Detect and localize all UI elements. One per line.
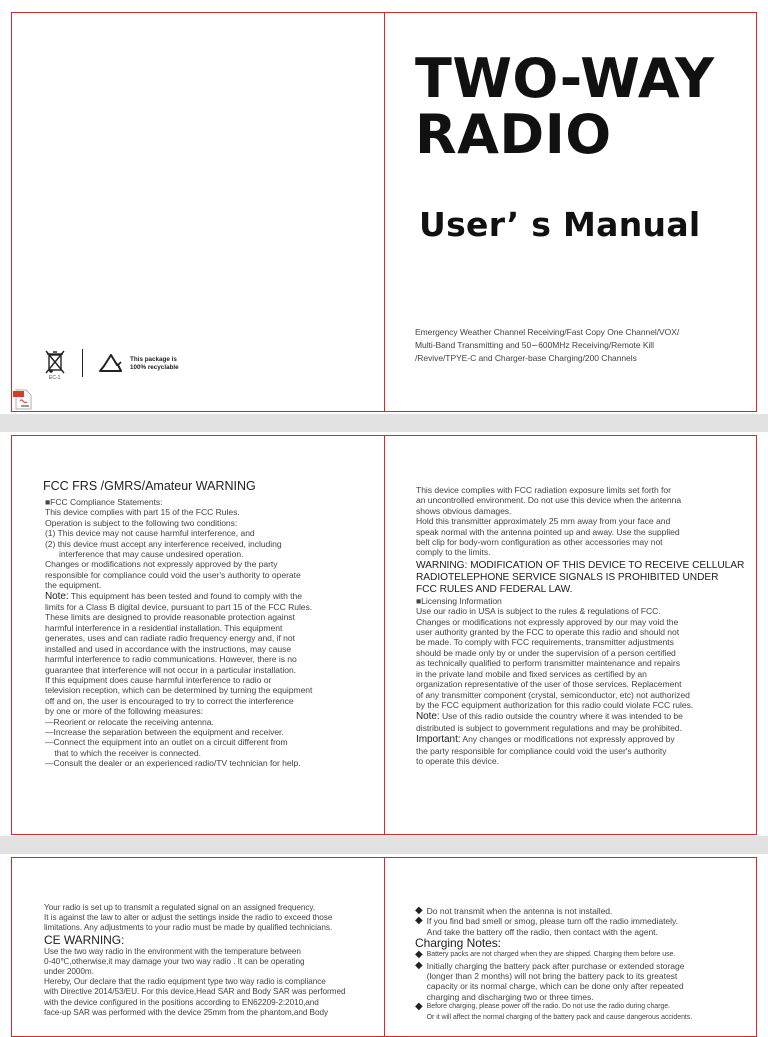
radiation-body-text: This device complies with FCC radiation exposure limits set forth for an uncontrolled environment. Do not use this device when the antenna shows obvious damages. Hold this transmitter approximately 25 mm away from your face and speak normal with the antenna pointed up and away. Use the supplied belt clip for body-worn configuration as other accessories may not comply to the limits. WARNING: MODIFICATION OF THIS DEVICE TO RECEIVE CELLULAR RADIOTELEPHONE SERVICE SIGNALS IS PROHIBITED UNDER FCC RULES AND FEDERAL LAW. ■Licensing Information Use our radio in USA is subject to the rules & regulations of FCC. Changes or modifications not expressly approved by our may void the user authority granted by the FCC to operate this radio and should not be made. To comply with FCC requirements, transmitter adjustments should be made only by or under the supervision of a person certified as technically qualified to perform transmitter maintenance and repairs in the private land mobile and fixed services as certified by an organization representative of the user of those services. Replacement of any transmitter component (crystal, semiconductor, etc) not authorized by the FCC equipment authorization for this radio could violate FCC rules. Note: Use of this radio outside the country where it was intended to be distributed is subject to government regulations and may be prohibited. Important: Any changes or modifications not expressly approved by the party responsible for compliance could void the user's authority to operate this device. [416, 485, 751, 766]
ce-warning-page [11, 857, 385, 1037]
list-item: ◆ If you find bad smell or smog, please turn off the radio immediately. And take the battery off the radio, then contact with the agent. [415, 915, 678, 937]
ce-heading: CE WARNING: [44, 932, 125, 947]
back-cover-page [11, 12, 385, 412]
fcc-body-text: ■FCC Compliance Statements: This device complies with part 15 of the FCC Rules. Operation is subject to the following two conditions: (1) This device may not cause harmful interference, and (2) this device must accept any interference received, including interference that may cause undesired operation. Changes or modifications not expressly approved by the party responsible for compliance could void the user's authority to operate the equipment. Note: This equipment has been tested and found to comply with the limits for a Class B digital device, pursuant to part 15 of the FCC Rules. These limits are designed to provide reasonable protection against harmful interference in a residential installation. This equipment generates, uses and can radiate radio frequency energy and, if not installed and used in accordance with the instructions, may cause harmful interference to radio communications. However, there is no guarantee that interference will not occur in a particular installation. If this equipment does cause harmful interference to radio or television reception, which can be determined by turning the equipment off and on, the user is encouraged to try to correct the interference by one or more of the following measures: —Reorient or relocate the receiving antenna. —Increase the separation between the equipment and receiver. —Connect the equipment into an outlet on a circuit different from that to which the receiver is connected. —Consult the dealer or an experienced radio/TV technician for help. [45, 497, 313, 769]
cover-subtitle: User’ s Manual [419, 205, 701, 244]
charging-heading: Charging Notes: [415, 936, 501, 951]
diamond-bullet-icon: ◆ [415, 915, 423, 927]
diamond-bullet-icon: ◆ [415, 1001, 423, 1013]
note-label: Note: [416, 711, 440, 723]
list-item: ◆ Do not transmit when the antenna is not installed. [415, 905, 613, 916]
cover-title: TWO-WAY RADIO [415, 47, 715, 166]
front-cover-page [384, 12, 757, 412]
divider [82, 349, 83, 377]
diamond-bullet-icon: ◆ [415, 905, 423, 916]
note-label: Note: [45, 590, 69, 602]
charging-notes-page [384, 857, 757, 1037]
page-heading: FCC FRS /GMRS/Amateur WARNING [43, 479, 256, 493]
page-separator [0, 414, 768, 432]
list-item: ◆ Initially charging the battery pack after purchase or extended storage (longer than 2 months) will not bring the battery pack to its greatest capacity or its normal charge, which can be done only after repeated charging and discharging two or three times. [415, 959, 685, 1002]
pdf-file-icon [13, 389, 33, 410]
list-item: ◆ Battery packs are not charged when they are shipped. Charging them before use. [415, 949, 676, 961]
safety-bullets [415, 906, 750, 1023]
recycle-text: This package is 100% recyclable [130, 356, 179, 371]
list-item: ◆ Before charging, please power off the radio. Do not use the radio during charge. Or it will affect the normal charging of the battery pack and cause dangerous accidents. [415, 1002, 750, 1023]
important-label: Important: [416, 734, 461, 746]
diamond-bullet-icon: ◆ [415, 959, 423, 971]
diamond-bullet-icon: ◆ [415, 949, 423, 961]
fcc-radiation-page [384, 435, 757, 835]
cover-features: Emergency Weather Channel Receiving/Fast Copy One Channel/VOX/ Multi-Band Transmitting and 50∽600MHz Receiving/Remote Kill /Revive/TPYE-C and Charger-base Charging/200 Channels [415, 327, 680, 363]
ce-body-text: Your radio is set up to transmit a regulated signal on an assigned frequency. It is against the law to alter or adjust the settings inside the radio to exceed those limitations. Any adjustments to your radio must be made by qualified technicians. CE WARNING: Use the two way radio in the environment with the temperature between 0-40℃,otherwise,it may damage your two way radio . It can be operating under 2000m. Hereby, Our declare that the radio equipment type two way radio is compliance with Directive 2014/53/EU. For this device,Head SAR and Body SAR was performed with the device configured in the positions according to EN62209-2:2010,and face-up SAR was performed with the device 25mm from the phantom,and Body [44, 903, 379, 1018]
weee-label: EC-1 [49, 375, 61, 381]
fcc-warning-page [11, 435, 385, 835]
modification-warning: WARNING: MODIFICATION OF THIS DEVICE TO RECEIVE CELLULAR RADIOTELEPHONE SERVICE SIGNALS IS PROHIBITED UNDER FCC RULES AND FEDERAL LAW. [416, 559, 745, 595]
page-separator [0, 836, 768, 854]
recycle-icon [96, 352, 126, 378]
